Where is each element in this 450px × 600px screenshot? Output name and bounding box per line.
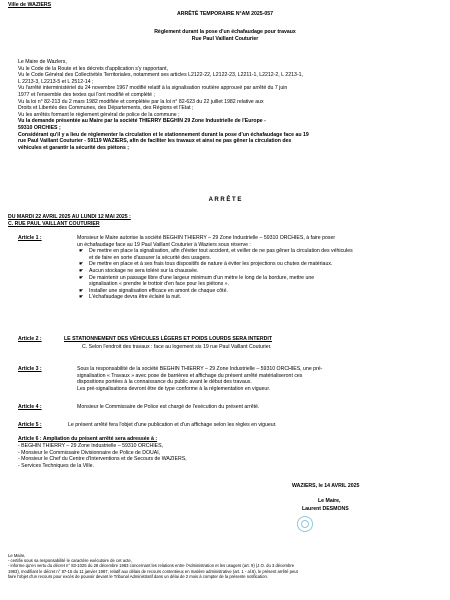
vu-line: Vu le Code de la Route et les décrets d'application s'y rapportant, (18, 65, 169, 72)
recipient-item: - Monsieur le Chef du Centre d'Interventions et de Secours de WAZIERS, (18, 456, 187, 463)
article-5-label: Article 5 : (18, 422, 42, 428)
bullet-item: ☛ L'échafaudage devra être éclairé la nuit. (77, 294, 437, 301)
bullet-continuation: et de faire en sorte d'assurer la sécurité des usagers. (89, 254, 212, 261)
considerant-line: rue Paul Vaillant Couturier - 59119 WAZIERS, afin de faciliter les travaux et ainsi ne pas gêner la circulation des (18, 138, 292, 145)
vu-line: Droits et Libertés des Communes, des Départements, des Régions et l'Etat ; (18, 105, 194, 112)
footer-line: 1983), modifiant le décret n° 87-15 du 11 janvier 1987, relatif aux délais de recours contentieux en matière administrative (art. 1 - al.6), le présent arrêté peut (8, 568, 298, 574)
recipient-list (18, 443, 187, 469)
preamble (18, 59, 438, 151)
considerant-line: Considérant qu'il y a lieu de réglementer la circulation et le stationnement durant la pose d'un échafaudage face au 19 (18, 131, 309, 138)
article-5-text: Le présent arrêté fera l'objet d'une publication et d'un affichage selon les règles en vigueur. (68, 422, 277, 428)
legal-footer (8, 553, 444, 579)
article-1-line: Monsieur le Maire autorise la société BEGHIN THIERRY – 29 Zone Industrielle – 59310 ORCHIES, à faire poser (77, 235, 336, 241)
period-street: C. RUE PAUL VAILLANT COUTURIER (8, 221, 100, 227)
bullet-item: ☛ De mettre en place et à ses frais tous dispositifs de nature à éviter les projections ou chutes de matériaux. (77, 261, 437, 268)
subject-line-1: Règlement durant la pose d'un échafaudage pour travaux (154, 29, 296, 35)
signature-place-date: WAZIERS, le 14 AVRIL 2025 (292, 483, 360, 489)
signature-name: Laurent DESMONS (302, 506, 349, 512)
subject-line-2: Rue Paul Vaillant Couturier (191, 36, 259, 42)
article-2-label: Article 2 : (18, 336, 42, 342)
signature-role: Le Maire, (318, 498, 341, 504)
bullet-item: ☛ Installer une signalisation efficace en amont de chaque côté. (77, 288, 437, 295)
vu-line: L 2213-3, L2213-5 et L 2512-14 ; (18, 78, 94, 85)
official-seal-icon (297, 516, 313, 532)
article-3-label: Article 3 : (18, 366, 42, 372)
footer-line: Le Maire, (8, 553, 26, 558)
article-2-title: LE STATIONNEMENT DES VÉHICULES LÉGERS ET POIDS LOURDS SERA INTERDIT (64, 336, 272, 342)
bullet-item: ☛ Aucun stockage ne sera toléré sur la chaussée. (77, 268, 437, 275)
period-dates: DU MARDI 22 AVRIL 2025 AU LUNDI 12 MAI 2025 : (8, 214, 131, 220)
bullet-continuation: signalisation « prendre le trottoir d'en face pour les piétons ». (89, 281, 229, 288)
article-1-body (77, 235, 437, 301)
footer-line: faire l'objet d'un recours pour excès de pouvoir devant le Tribunal Administratif dans un délai de 2 mois à compter de la présente notification. (8, 573, 268, 579)
order-title: ARRÊTÉ TEMPORAIRE N°AM 2025-057 (176, 11, 274, 17)
bullet-item: ☛ De maintenir un passage libre d'une largeur minimum d'un mètre le long de la bordure, mettre une (77, 275, 437, 282)
vu-line: Vu les arrêtés formant le règlement général de police de la commune ; (18, 111, 180, 118)
recipient-item: - Services Techniques de la Ville. (18, 462, 94, 469)
article-2-text: C. Selon l'endroit des travaux : face au logement sis 19 rue Paul Vaillant Couturier. (82, 344, 272, 350)
request-line: 59310 ORCHIES ; (18, 124, 61, 131)
mayor-line: Le Maire de Wazlers, (18, 59, 67, 65)
article-1-label: Article 1 : (18, 235, 42, 241)
article-3-line: signalisation « Travaux » avec pose de barrières et affichage du présent arrêté matérialiseront ces (77, 372, 303, 379)
arrete-heading: A R R Ê T E (208, 197, 242, 203)
recipient-item: - BEGHIN THIERRY – 29 Zone Industrielle – 59310 ORCHIES, (18, 443, 164, 449)
considerant-line: véhicules et garantir la sécurité des piétons ; (18, 144, 129, 151)
article-4-label: Article 4 : (18, 404, 42, 410)
article-4-text: Monsieur le Commissaire de Police est chargé de l'exécution du présent arrêté. (77, 404, 260, 410)
article-3-line: Sous la responsabilité de la société BEGHIN THIERRY – 29 Zone Industrielle – 59310 ORCHIES, une pré- (77, 366, 323, 372)
article-3-body (77, 366, 437, 392)
article-3-line: Les pré-signalisations devront être de type conforme à la réglementation en vigueur. (77, 385, 271, 392)
article-6-label: Article 6 : Ampliation du présent arrêté sera adressée à : (18, 436, 158, 442)
article-3-line: dispositions portées à la connaissance du public avant le début des travaux. (77, 379, 252, 386)
footer-line: - certifie sous sa responsabilité le caractère exécutoire de cet acte, (8, 558, 132, 564)
article-1-line: un échafaudage face au 19 Paul Vaillant Couturier à Waziers sous réserve : (77, 241, 251, 248)
vu-line: Vu l'arrêté interministériel du 24 novembre 1967 modifié relatif à la signalisation routière approuvé par arrêté du 7 juin (18, 85, 288, 92)
vu-line: Vu la loi n° 82-213 du 2 mars 1982 modifiée et complétée par la loi n° 82-623 du 22 juillet 1982 relative aux (18, 98, 264, 105)
vu-line: Vu le Code Général des Collectivités Territoriales, notamment ses articles L2122-22, L2122-23, L2211-1, L2212-2, L 2213-1, (18, 72, 303, 79)
recipient-item: - Monsieur le Commissaire Divisionnaire de Police de DOUAI, (18, 449, 161, 456)
footer-line: - informe qu'en vertu du décret n° 83-1025 du 28 décembre 1983 concernant les relations entre l'Administration et les usagers (art. 9) (J.O. du 3 décembre (8, 563, 295, 569)
bullet-item: ☛ De mettre en place la signalisation, afin d'éviter tout accident, et veiller de ne pas gêner la circulation des véhicules (77, 248, 437, 255)
vu-line: 1977 et l'ensemble des textes qui l'ont modifié et complété ; (18, 91, 155, 98)
town-name: Ville de WAZIERS (8, 2, 52, 8)
request-line: Vu la demande présentée au Maire par la société THIERRY BEGHIN 29 Zone Industrielle de l'Europe - (18, 118, 266, 125)
